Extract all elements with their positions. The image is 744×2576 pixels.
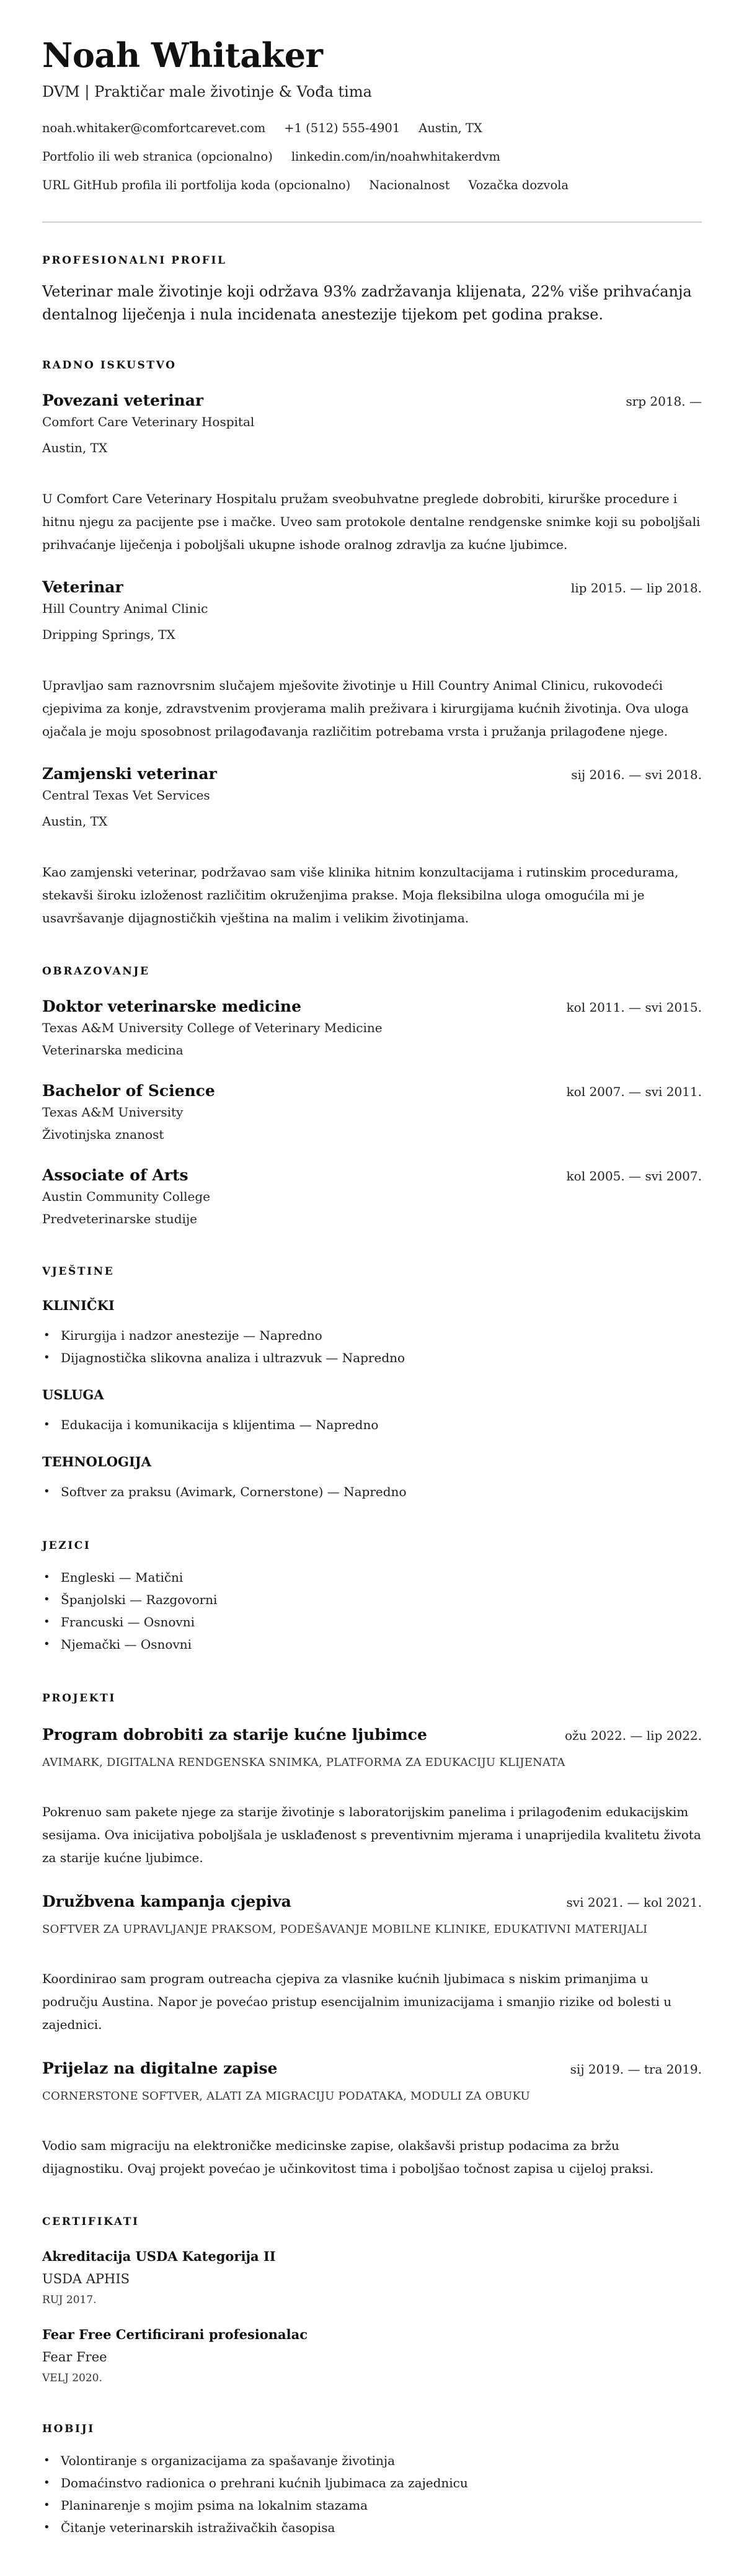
field-of-study: Životinjska znanost <box>42 1127 164 1142</box>
education-date: kol 2007. — svi 2011. <box>566 1084 702 1099</box>
project-description: Pokrenuo sam pakete njege za starije životinje s laboratorijskim panelima i prilagođenim edukacijskim sesijama. Ova inicijativa poboljšala je usklađenost s preventivnim mjerama i unaprijedila kvalitetu života za starije kućne ljubimce. <box>42 1804 701 1865</box>
job-entry <box>42 391 702 556</box>
project-tech: CORNERSTONE SOFTVER, ALATI ZA MIGRACIJU PODATAKA, MODULI ZA OBUKU <box>42 2090 530 2103</box>
degree-title: Associate of Arts <box>42 1166 188 1184</box>
section-projects <box>42 1691 702 2180</box>
section-title-projects: PROJEKTI <box>42 1692 116 1705</box>
language-item: • Njemački — Osnovni <box>42 1633 702 1656</box>
language-list <box>42 1566 702 1656</box>
contact-phone[interactable]: +1 (512) 555-4901 <box>284 121 401 135</box>
education-entry <box>42 1165 702 1228</box>
section-education <box>42 965 702 1228</box>
hobby-item: • Volontiranje s organizacijama za spašavanje životinja <box>42 2449 702 2472</box>
contact-email[interactable]: noah.whitaker@comfortcarevet.com <box>42 121 266 135</box>
project-date: sij 2019. — tra 2019. <box>570 2062 702 2077</box>
school-name: Texas A&M University College of Veterinary Medicine <box>42 1020 383 1035</box>
skill-category: USLUGA <box>42 1387 104 1402</box>
education-entry <box>42 997 702 1059</box>
job-date: srp 2018. — <box>626 394 702 409</box>
project-entry <box>42 2059 702 2180</box>
section-certificates <box>42 2215 702 2386</box>
project-entry <box>42 1725 702 1870</box>
job-date: lip 2015. — lip 2018. <box>570 581 702 595</box>
contact-location: Austin, TX <box>418 121 482 135</box>
certificate-title: Akreditacija USDA Kategorija II <box>42 2248 276 2264</box>
contact-row-links <box>42 149 702 165</box>
certificate-entry <box>42 2325 702 2386</box>
contact-portfolio[interactable]: Portfolio ili web stranica (opcionalno) <box>42 149 273 164</box>
job-title: Veterinar <box>42 578 123 596</box>
degree-title: Doktor veterinarske medicine <box>42 997 302 1015</box>
skill-list <box>42 1414 702 1436</box>
section-title-education: OBRAZOVANJE <box>42 965 150 978</box>
hobby-list <box>42 2449 702 2539</box>
skill-list <box>42 1324 702 1369</box>
language-item: • Španjolski — Razgovorni <box>42 1589 702 1611</box>
job-title: Zamjenski veterinar <box>42 765 217 783</box>
hobby-item: • Planinarenje s mojim psima na lokalnim stazama <box>42 2494 702 2516</box>
certificate-issuer: Fear Free <box>42 2350 107 2364</box>
skill-group-service <box>42 1386 702 1436</box>
certificate-issuer: USDA APHIS <box>42 2271 130 2286</box>
section-skills <box>42 1265 702 1503</box>
job-date: sij 2016. — svi 2018. <box>571 767 702 782</box>
skill-category: KLINIČKI <box>42 1298 115 1313</box>
school-name: Texas A&M University <box>42 1105 184 1120</box>
skill-item: • Edukacija i komunikacija s klijentima — Napredno <box>42 1414 702 1436</box>
job-entry <box>42 577 702 743</box>
job-location: Austin, TX <box>42 814 108 829</box>
contact-row-extra <box>42 177 702 194</box>
project-title: Družbvena kampanja cjepiva <box>42 1892 291 1910</box>
resume-header <box>42 35 702 194</box>
section-title-languages: JEZICI <box>42 1540 91 1552</box>
project-description: Koordinirao sam program outreacha cjepiva za vlasnike kućnih ljubimaca s niskim primanjima u području Austina. Napor je povećao pristup esencijalnim imunizacijama i smanjio rizike od bolesti u zajednici. <box>42 1971 672 2032</box>
section-experience <box>42 359 702 930</box>
certificate-title: Fear Free Certificirani profesionalac <box>42 2327 308 2342</box>
certificate-date: RUJ 2017. <box>42 2294 97 2306</box>
section-languages <box>42 1539 702 1656</box>
degree-title: Bachelor of Science <box>42 1082 215 1100</box>
job-location: Austin, TX <box>42 440 108 455</box>
section-title-experience: RADNO ISKUSTVO <box>42 359 177 372</box>
contact-drivers-license: Vozačka dozvola <box>468 178 569 192</box>
skill-item: • Softver za praksu (Avimark, Cornerstone) — Napredno <box>42 1481 702 1503</box>
language-item: • Francuski — Osnovni <box>42 1611 702 1633</box>
hobby-item: • Domaćinstvo radionica o prehrani kućnih ljubimaca za zajednicu <box>42 2472 702 2494</box>
language-item: • Engleski — Matični <box>42 1566 702 1589</box>
job-entry <box>42 764 702 930</box>
job-company: Comfort Care Veterinary Hospital <box>42 414 255 429</box>
skill-group-clinical <box>42 1297 702 1369</box>
section-title-skills: VJEŠTINE <box>42 1265 115 1278</box>
education-entry <box>42 1081 702 1143</box>
project-tech: SOFTVER ZA UPRAVLJANJE PRAKSOM, PODEŠAVANJE MOBILNE KLINIKE, EDUKATIVNI MATERIJALI <box>42 1923 648 1936</box>
project-title: Program dobrobiti za starije kućne ljubimce <box>42 1726 427 1744</box>
section-title-certificates: CERTIFIKATI <box>42 2216 140 2228</box>
project-title: Prijelaz na digitalne zapise <box>42 2059 278 2077</box>
section-hobbies <box>42 2422 702 2539</box>
skill-item: • Kirurgija i nadzor anestezije — Napredno <box>42 1324 702 1347</box>
skill-category: TEHNOLOGIJA <box>42 1454 152 1469</box>
contact-row-primary <box>42 120 702 136</box>
contact-nationality: Nacionalnost <box>369 178 450 192</box>
project-tech: AVIMARK, DIGITALNA RENDGENSKA SNIMKA, PLATFORMA ZA EDUKACIJU KLIJENATA <box>42 1756 565 1769</box>
education-date: kol 2011. — svi 2015. <box>566 1000 702 1015</box>
project-date: svi 2021. — kol 2021. <box>566 1895 702 1910</box>
section-title-hobbies: HOBIJI <box>42 2423 95 2435</box>
field-of-study: Predveterinarske studije <box>42 1211 197 1226</box>
project-date: ožu 2022. — lip 2022. <box>565 1728 702 1743</box>
certificate-date: VELJ 2020. <box>42 2372 102 2384</box>
candidate-headline: DVM | Praktičar male životinje & Vođa tima <box>42 83 372 100</box>
education-date: kol 2005. — svi 2007. <box>566 1169 702 1183</box>
school-name: Austin Community College <box>42 1189 210 1204</box>
section-title-profile: PROFESIONALNI PROFIL <box>42 254 227 267</box>
project-entry <box>42 1892 702 2036</box>
job-company: Central Texas Vet Services <box>42 788 210 803</box>
job-description: Kao zamjenski veterinar, podržavao sam više klinika hitnim konzultacijama i rutinskim procedurama, stekavši široku izloženost različitim okruženjima prakse. Moja fleksibilna uloga omogućila mi je usavršavanje dijagnostičkih vještina na malim i velikim životinjama. <box>42 865 679 925</box>
job-description: U Comfort Care Veterinary Hospitalu pružam sveobuhvatne preglede dobrobiti, kirurške procedure i hitnu njegu za pacijente pse i mačke. Uveo sam protokole dentalne rendgenske snimke koji su poboljšali prihvaćanje liječenja i poboljšali ukupne ishode oralnog zdravlja za kućne ljubimce. <box>42 491 701 552</box>
skill-group-technology <box>42 1453 702 1503</box>
contact-linkedin[interactable]: linkedin.com/in/noahwhitakerdvm <box>291 149 500 164</box>
section-profile <box>42 254 702 326</box>
contact-github[interactable]: URL GitHub profila ili portfolija koda (opcionalno) <box>42 178 351 192</box>
project-description: Vodio sam migraciju na elektroničke medicinske zapise, olakšavši pristup podacima za bržu dijagnostiku. Ovaj projekt povećao je učinkovitost tima i poboljšao točnost zapisa u cijeloj praksi. <box>42 2138 654 2176</box>
job-location: Dripping Springs, TX <box>42 627 175 642</box>
profile-summary: Veterinar male životinje koji održava 93% zadržavanja klijenata, 22% više prihvaćanja dentalnog liječenja i nula incidenata anestezije tijekom pet godina prakse. <box>42 283 692 323</box>
skill-list <box>42 1481 702 1503</box>
job-company: Hill Country Animal Clinic <box>42 601 208 616</box>
header-divider <box>42 221 702 223</box>
hobby-item: • Čitanje veterinarskih istraživačkih časopisa <box>42 2516 702 2539</box>
skill-item: • Dijagnostička slikovna analiza i ultrazvuk — Napredno <box>42 1347 702 1369</box>
candidate-name: Noah Whitaker <box>42 35 323 75</box>
job-description: Upravljao sam raznovrsnim slučajem mješovite životinje u Hill Country Animal Clinicu, rukovodeći cjepivima za konje, zdravstvenim provjerama malih preživara i kirurgijama kućnih životinja. Ova uloga ojačala je moju sposobnost prilagođavanja različitim potrebama vrsta i pružanja prilagođene njege. <box>42 678 689 739</box>
job-title: Povezani veterinar <box>42 391 204 409</box>
field-of-study: Veterinarska medicina <box>42 1043 184 1058</box>
certificate-entry <box>42 2247 702 2308</box>
